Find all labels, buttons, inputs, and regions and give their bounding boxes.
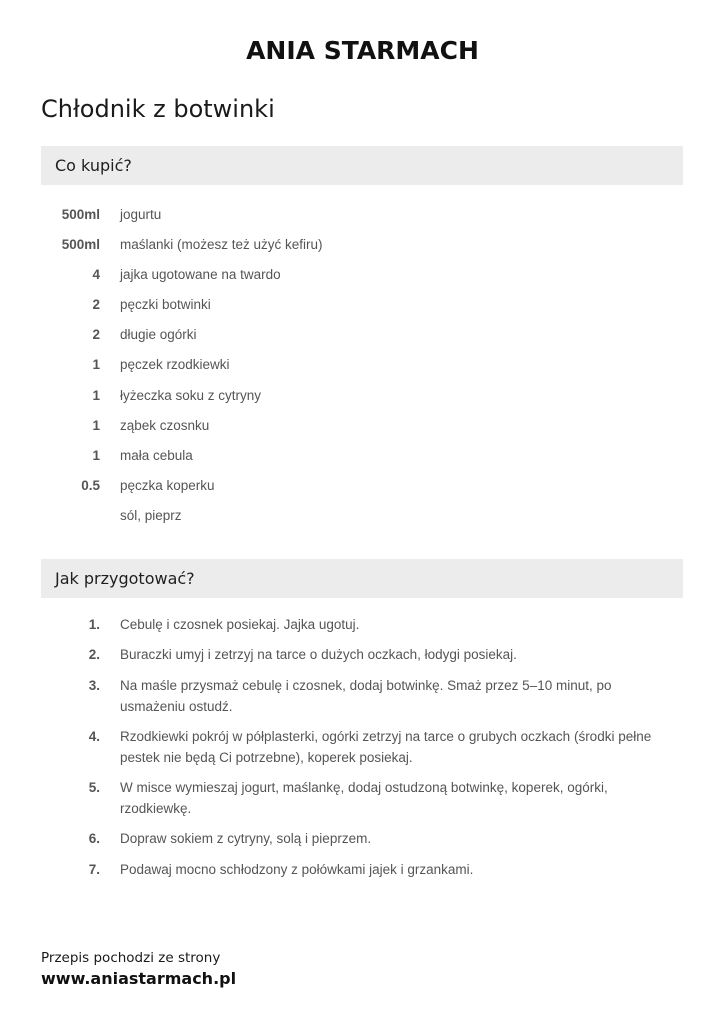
ingredients-heading: Co kupić? — [55, 156, 132, 175]
ingredient-row — [41, 292, 683, 322]
ingredient-name: pęczek rzodkiewki — [120, 357, 230, 373]
ingredient-row — [41, 443, 683, 473]
recipe-title: Chłodnik z botwinki — [41, 95, 275, 123]
steps-section-header — [41, 559, 683, 598]
ingredient-name: pęczki botwinki — [120, 297, 211, 313]
step-item — [41, 777, 683, 819]
ingredient-quantity: 2 — [92, 327, 100, 343]
ingredient-row — [41, 383, 683, 413]
step-item — [41, 828, 683, 849]
ingredient-name: sól, pieprz — [120, 507, 182, 523]
steps-heading: Jak przygotować? — [55, 569, 195, 588]
ingredient-quantity: 2 — [92, 297, 100, 313]
ingredient-row — [41, 322, 683, 352]
ingredient-row — [41, 352, 683, 382]
step-number: 7. — [88, 861, 100, 877]
step-number: 5. — [88, 780, 100, 796]
step-text: Na maśle przysmaż cebulę i czosnek, dodaj botwinkę. Smaż przez 5–10 minut, po usmażeniu ostudź. — [120, 677, 612, 714]
ingredient-quantity: 500ml — [61, 207, 100, 222]
ingredient-name: jogurtu — [120, 207, 162, 222]
footer-source-link[interactable]: www.aniastarmach.pl — [41, 969, 237, 988]
ingredient-quantity: 500ml — [61, 237, 100, 253]
ingredient-name: łyżeczka soku z cytryny — [120, 387, 262, 403]
ingredient-quantity: 0.5 — [81, 477, 100, 493]
step-number: 6. — [88, 831, 100, 847]
ingredient-name: mała cebula — [120, 447, 193, 463]
ingredient-name: maślanki (możesz też użyć kefiru) — [120, 237, 323, 253]
step-text: W misce wymieszaj jogurt, maślankę, dodaj ostudzoną botwinkę, koperek, ogórki, rzodkiewkę. — [120, 780, 608, 817]
ingredient-row — [41, 503, 683, 533]
footer-source-label: Przepis pochodzi ze strony — [41, 950, 221, 966]
step-text: Dopraw sokiem z cytryny, solą i pieprzem. — [120, 831, 372, 847]
ingredient-quantity: 1 — [92, 417, 100, 433]
step-number: 2. — [88, 647, 100, 663]
ingredient-name: jajka ugotowane na twardo — [120, 267, 281, 283]
step-number: 4. — [88, 728, 100, 744]
ingredient-quantity: 4 — [92, 267, 100, 283]
ingredient-quantity: 1 — [92, 447, 100, 463]
ingredients-section-header — [41, 146, 683, 185]
ingredient-row — [41, 473, 683, 503]
step-text: Rzodkiewki pokrój w półplasterki, ogórki zetrzyj na tarce o grubych oczkach (środki pełne pestek nie będą Ci potrzebne), koperek posiekaj. — [120, 728, 652, 765]
step-item — [41, 726, 683, 768]
ingredient-row — [41, 232, 683, 262]
step-text: Buraczki umyj i zetrzyj na tarce o dużych oczkach, łodygi posiekaj. — [120, 647, 517, 663]
ingredient-row — [41, 262, 683, 292]
step-item — [41, 675, 683, 717]
step-number: 3. — [88, 677, 100, 693]
ingredient-quantity: 1 — [92, 357, 100, 373]
ingredient-quantity: 1 — [92, 387, 100, 403]
ingredient-row — [41, 413, 683, 443]
step-text: Podawaj mocno schłodzony z połówkami jajek i grzankami. — [120, 861, 474, 877]
ingredient-name: ząbek czosnku — [120, 417, 210, 433]
step-item — [41, 614, 683, 635]
step-text: Cebulę i czosnek posiekaj. Jajka ugotuj. — [120, 617, 360, 632]
ingredient-row — [41, 202, 683, 232]
steps-list — [41, 614, 683, 889]
ingredient-name: pęczka koperku — [120, 477, 215, 493]
step-number: 1. — [88, 617, 100, 632]
ingredient-name: długie ogórki — [120, 327, 197, 343]
brand-title: ANIA STARMACH — [246, 36, 479, 65]
ingredients-list — [41, 202, 683, 533]
step-item — [41, 644, 683, 665]
step-item — [41, 859, 683, 880]
